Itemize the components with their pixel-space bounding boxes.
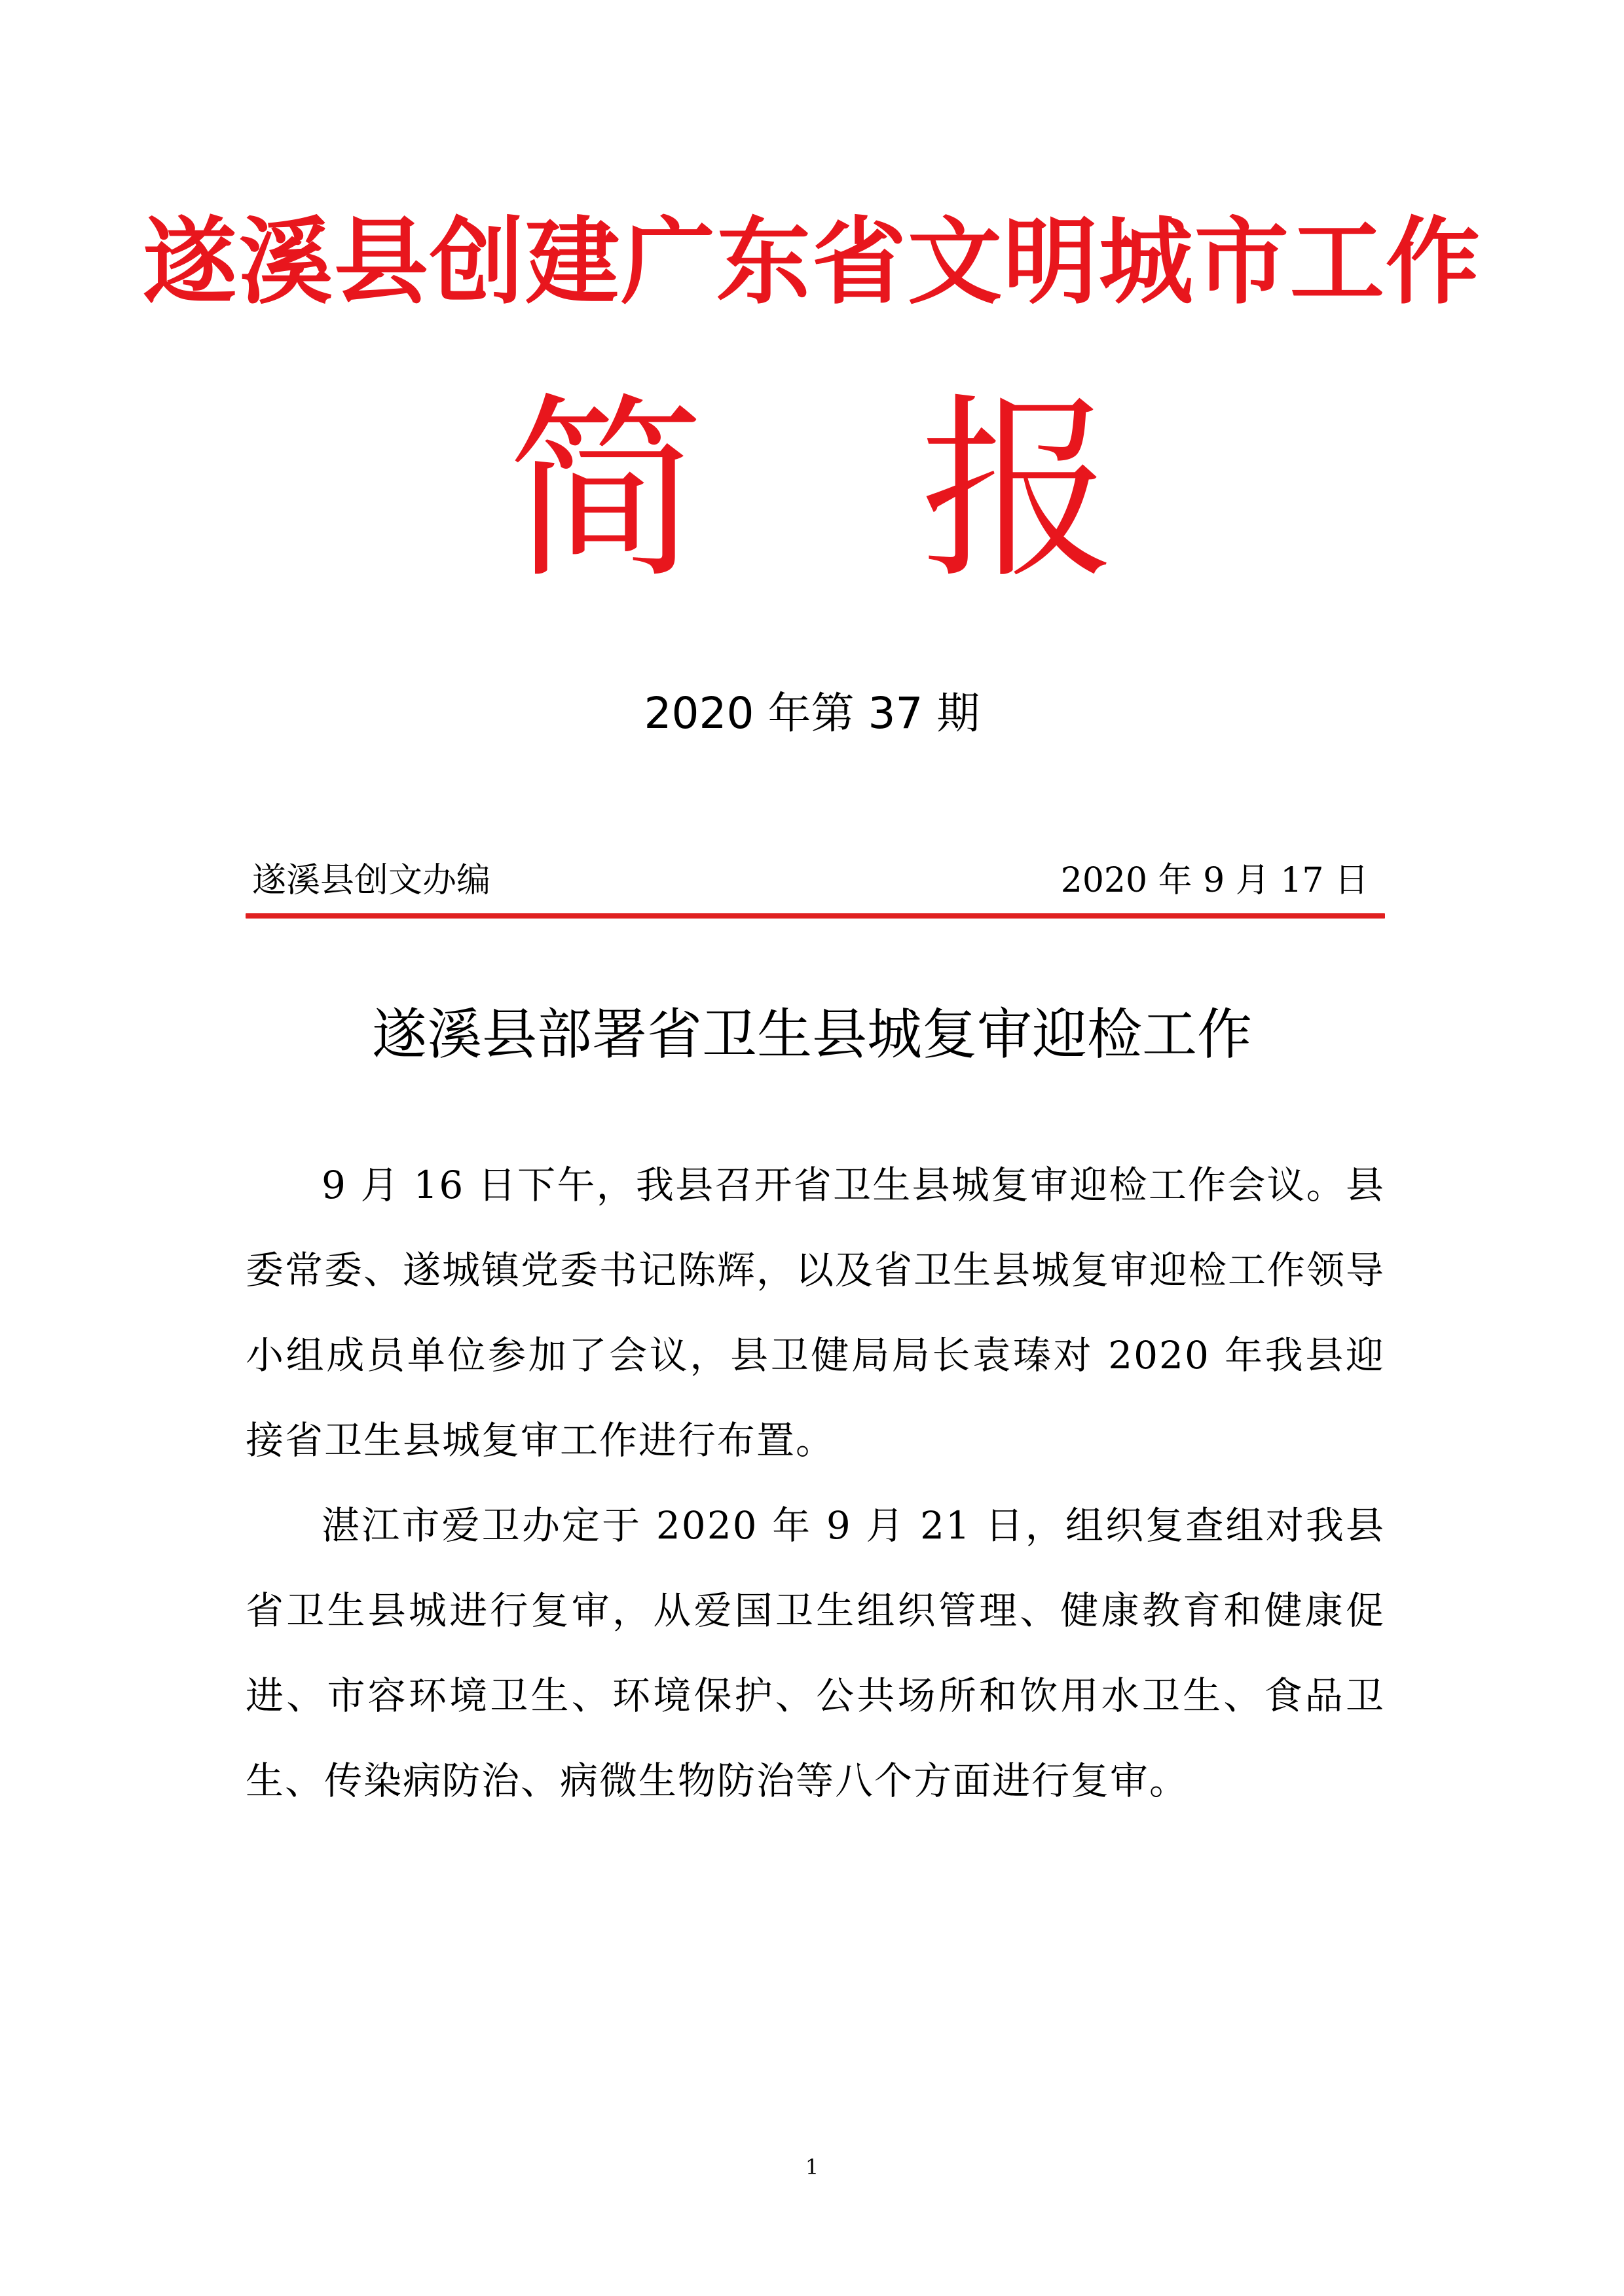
brief-char-bao: 报 xyxy=(920,376,1116,605)
red-divider-rule xyxy=(246,913,1385,919)
article-title: 遂溪县部署省卫生县城复审迎检工作 xyxy=(371,1002,1252,1066)
issue-date: 2020 年 9 月 17 日 xyxy=(1060,861,1369,900)
article-body xyxy=(246,1142,1385,1823)
body-paragraph: 9 月 16 日下午，我县召开省卫生县城复审迎检工作会议。县委常委、遂城镇党委书记陈辉，以及省卫生县城复审迎检工作领导小组成员单位参加了会议，县卫健局局长袁瑧对 2020 年我县迎接省卫生县城复审工作进行布置。 xyxy=(246,1163,1386,1463)
masthead-brief-heading xyxy=(0,373,1624,609)
page-number: 1 xyxy=(805,2155,819,2179)
masthead-title: 遂溪县创建广东省文明城市工作 xyxy=(142,207,1481,317)
meta-line xyxy=(246,851,1375,910)
issue-number: 2020 年第 37 期 xyxy=(644,688,980,738)
brief-char-jian: 简 xyxy=(507,376,704,605)
editor-credit: 遂溪县创文办编 xyxy=(252,861,491,900)
body-paragraph: 湛江市爱卫办定于 2020 年 9 月 21 日，组织复查组对我县省卫生县城进行复审，从爱国卫生组织管理、健康教育和健康促进、市容环境卫生、环境保护、公共场所和饮用水卫生、食品卫生、传染病防治、病微生物防治等八个方面进行复审。 xyxy=(246,1503,1385,1803)
